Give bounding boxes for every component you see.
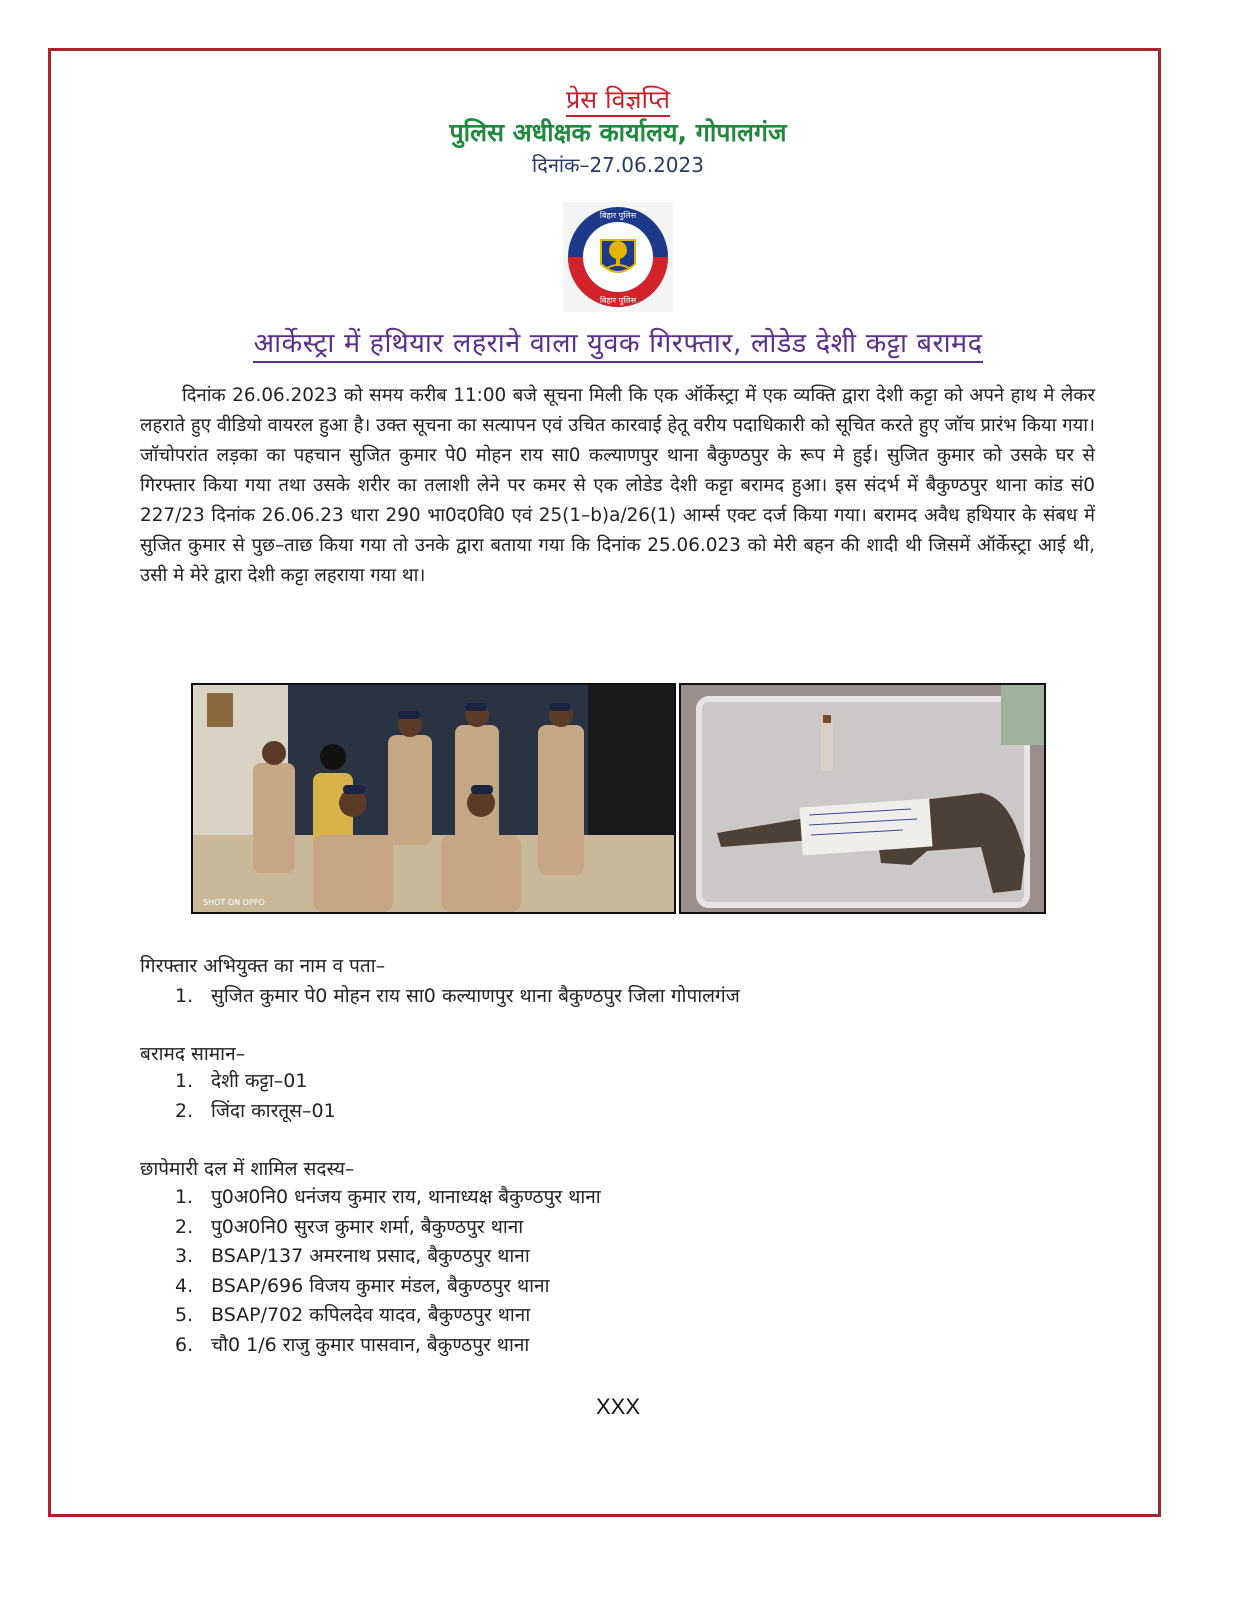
list-item: 3. BSAP/137 अमरनाथ प्रसाद, बैकुण्ठपुर थाना <box>175 1245 530 1267</box>
list-item: 5. BSAP/702 कपिलदेव यादव, बैकुण्ठपुर थाना <box>175 1304 531 1326</box>
list-item: 1. देशी कट्टा–01 <box>175 1070 308 1092</box>
body-paragraph: दिनांक 26.06.2023 को समय करीब 11:00 बजे सूचना मिली कि एक ऑर्केस्ट्रा में एक व्यक्ति द्वारा देशी कट्टा को अपने हाथ मे लेकर लहराते हुए वीडियो वायरल हुआ है। उक्त सूचना का सत्यापन एवं उचित कारवाई हेतू वरीय पदाधिकारी को सूचित करते हुए जॉच प्रारंभ किया गया। जॉचोपरांत लड़का का पहचान सुजित कुमार पे0 मोहन राय सा0 कल्याणपुर थाना बैकुण्ठपुर के रूप मे हुई। सुजित कुमार को उसके घर से गिरफ्तार किया गया तथा उसके शरीर का तलाशी लेने पर कमर से एक लोडेड देशी कट्टा बरामद हुआ। इस संदर्भ में बैकुण्ठपुर थाना कांड सं0 227/23 दिनांक 26.06.23 धारा 290 भा0द0वि0 एवं 25(1–b)a/26(1) आर्म्स एक्ट दर्ज किया गया। बरामद अवैध हथियार के संबध में सुजित कुमार से पुछ–ताछ किया गया तो उनके द्वारा बताया गया कि दिनांक 25.06.023 को मेरी बहन की शादी थी जिसमें ऑर्केस्ट्रा आई थी, उसी मे मेरे द्वारा देशी कट्टा लहराया गया था। <box>140 385 1095 586</box>
footer-mark: XXX <box>595 1394 641 1419</box>
list-item: 6. चौ0 1/6 राजु कुमार पासवान, बैकुण्ठपुर थाना <box>175 1333 530 1356</box>
list-item: 1. सुजित कुमार पे0 मोहन राय सा0 कल्याणपुर थाना बैकुण्ठपुर जिला गोपालगंज <box>175 985 740 1007</box>
list-item: 1. पु0अ0नि0 धनंजय कुमार राय, थानाध्यक्ष बैकुण्ठपुर थाना <box>175 1186 601 1208</box>
arrest-team-photo <box>191 683 676 914</box>
team-list <box>175 1183 601 1360</box>
press-release-title: प्रेस विज्ञप्ति <box>0 82 1236 116</box>
headline: आर्केस्ट्रा में हथियार लहराने वाला युवक गिरफ्तार, लोडेड देशी कट्टा बरामद <box>0 323 1236 360</box>
list-item: 2. पु0अ0नि0 सुरज कुमार शर्मा, बैकुण्ठपुर थाना <box>175 1215 524 1238</box>
bihar-police-emblem-icon <box>563 202 673 312</box>
office-name: पुलिस अधीक्षक कार्यालय, गोपालगंज <box>449 118 787 147</box>
svg-text:SHOT ON OPPO: SHOT ON OPPO <box>203 898 265 907</box>
recovered-list <box>175 1067 336 1126</box>
svg-text:बिहार पुलिस: बिहार पुलिस <box>599 211 637 220</box>
team-section-title: छापेमारी दल में शामिल सदस्य– <box>140 1158 355 1180</box>
arrested-section-title: गिरफ्तार अभियुक्त का नाम व पता– <box>140 955 386 977</box>
svg-text:बिहार पुलिस: बिहार पुलिस <box>599 296 637 305</box>
list-item: 2. जिंदा कारतूस–01 <box>175 1099 336 1122</box>
recovered-section-title: बरामद सामान– <box>140 1043 246 1065</box>
recovered-pistol-photo <box>679 683 1046 914</box>
release-date: दिनांक–27.06.2023 <box>532 153 704 177</box>
arrested-list <box>175 982 740 1012</box>
list-item: 4. BSAP/696 विजय कुमार मंडल, बैकुण्ठपुर थाना <box>175 1274 550 1297</box>
